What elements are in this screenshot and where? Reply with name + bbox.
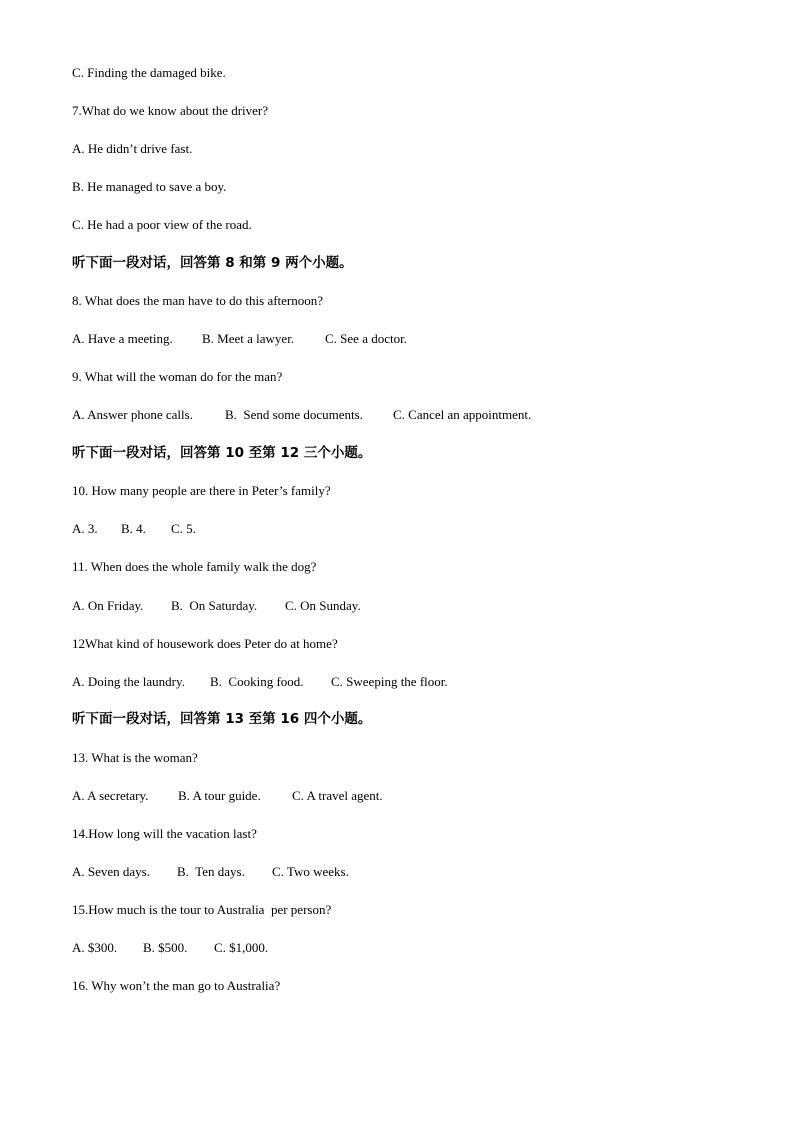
option-c: C. Sweeping the floor. xyxy=(331,674,448,689)
question-line: 7.What do we know about the driver? xyxy=(72,103,269,118)
option-a: A. Doing the laundry. xyxy=(72,674,185,689)
option-a: A. Answer phone calls. xyxy=(72,407,193,422)
option-b: B. Meet a lawyer. xyxy=(202,331,295,346)
options-row xyxy=(72,331,407,347)
option-a: A. 3. xyxy=(72,521,98,536)
options-row xyxy=(72,521,196,537)
question-line: 15.How much is the tour to Australia per person? xyxy=(72,902,332,917)
option-b: B. On Saturday. xyxy=(171,598,258,613)
option-c: C. $1,000. xyxy=(214,940,269,955)
option-a: A. On Friday. xyxy=(72,598,144,613)
option-a: A. $300. xyxy=(72,940,118,955)
option-c: C. 5. xyxy=(171,521,196,536)
question-line: 8. What does the man have to do this afternoon? xyxy=(72,293,324,308)
question-line: 14.How long will the vacation last? xyxy=(72,826,257,841)
question-line: 10. How many people are there in Peter’s family? xyxy=(72,483,331,498)
option-line: A. He didn’t drive fast. xyxy=(72,141,193,156)
option-b: B. 4. xyxy=(121,521,146,536)
question-line: 9. What will the woman do for the man? xyxy=(72,369,283,384)
option-c: C. On Sunday. xyxy=(285,598,361,613)
option-b: B. Ten days. xyxy=(177,864,245,879)
question-line: 12What kind of housework does Peter do at home? xyxy=(72,636,338,651)
options-row xyxy=(72,940,268,956)
section-heading: 听下面一段对话，回答第 13 至第 16 四个小题。 xyxy=(72,711,372,727)
section-heading: 听下面一段对话，回答第 10 至第 12 三个小题。 xyxy=(72,445,372,461)
option-c: C. A travel agent. xyxy=(292,788,383,803)
option-line: C. Finding the damaged bike. xyxy=(72,65,226,80)
options-row xyxy=(72,788,383,804)
options-row xyxy=(72,674,448,690)
section-heading: 听下面一段对话，回答第 8 和第 9 两个小题。 xyxy=(72,255,353,271)
question-line: 11. When does the whole family walk the dog? xyxy=(72,559,317,574)
option-a: A. Have a meeting. xyxy=(72,331,173,346)
option-b: B. A tour guide. xyxy=(178,788,261,803)
options-row xyxy=(72,864,349,880)
option-c: C. See a doctor. xyxy=(325,331,407,346)
option-b: B. $500. xyxy=(143,940,188,955)
option-c: C. Cancel an appointment. xyxy=(393,407,532,422)
options-row xyxy=(72,407,531,423)
option-c: C. Two weeks. xyxy=(272,864,349,879)
option-a: A. Seven days. xyxy=(72,864,150,879)
options-row xyxy=(72,598,361,614)
question-line: 13. What is the woman? xyxy=(72,750,198,765)
question-line: 16. Why won’t the man go to Australia? xyxy=(72,978,281,993)
option-a: A. A secretary. xyxy=(72,788,149,803)
option-b: B. Send some documents. xyxy=(225,407,363,422)
option-line: C. He had a poor view of the road. xyxy=(72,217,252,232)
option-b: B. Cooking food. xyxy=(210,674,304,689)
option-line: B. He managed to save a boy. xyxy=(72,179,227,194)
